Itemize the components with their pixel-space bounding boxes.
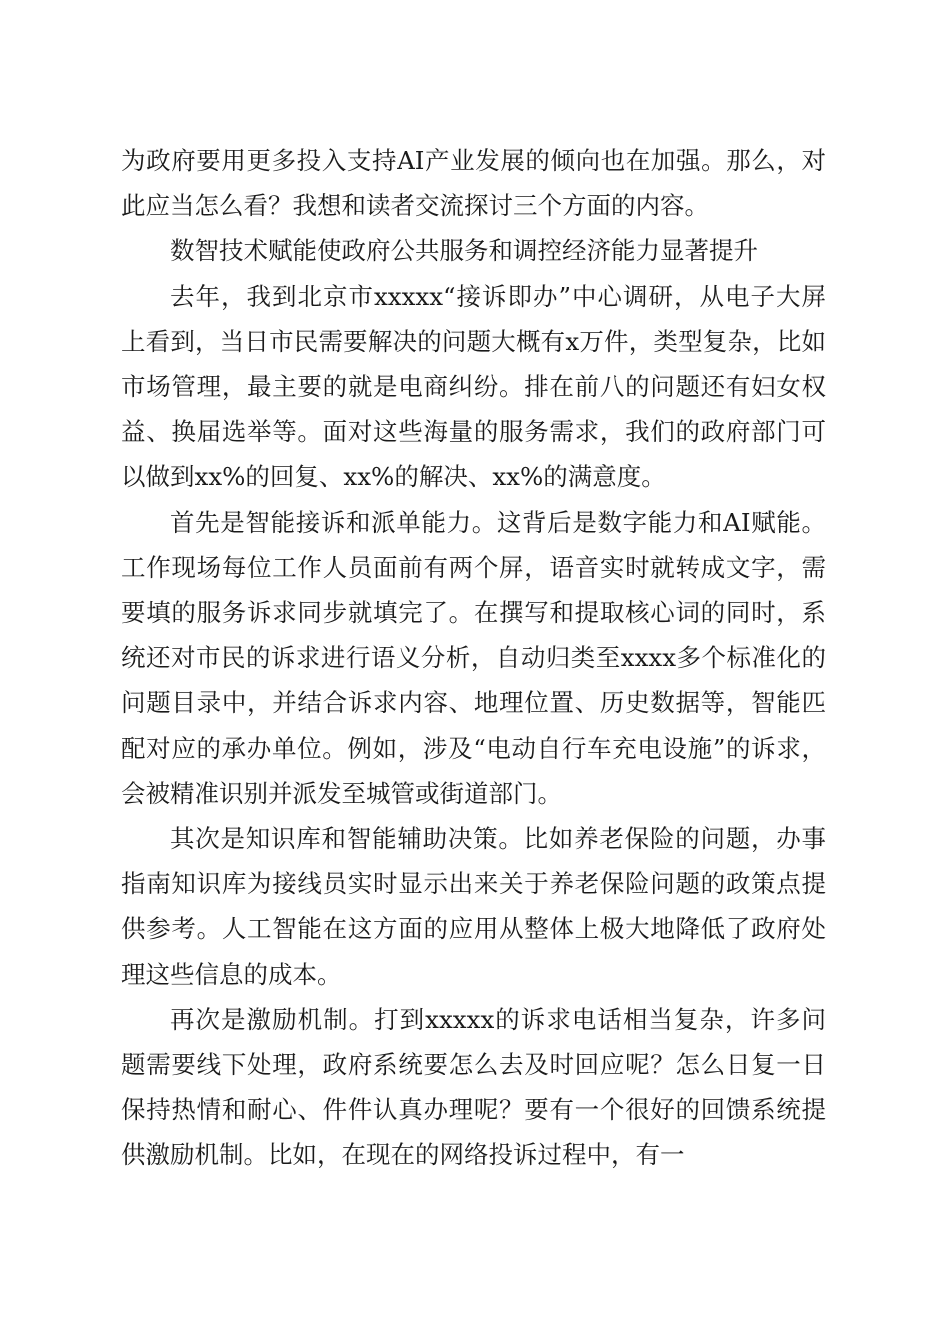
- paragraph-incentive-mechanism: 再次是激励机制。打到xxxxx的诉求电话相当复杂，许多问题需要线下处理，政府系统要怎么去及时回应呢？怎么日复一日保持热情和耐心、件件认真办理呢？要有一个很好的回馈系统提供激励机制。比如，在现在的网络投诉过程中，有一: [121, 1004, 826, 1170]
- paragraph-smart-dispatch: 首先是智能接诉和派单能力。这背后是数字能力和AI赋能。工作现场每位工作人员面前有两个屏，语音实时就转成文字，需要填的服务诉求同步就填完了。在撰写和提取核心词的同时，系统还对市民的诉求进行语义分析，自动归类至xxxx多个标准化的问题目录中，并结合诉求内容、地理位置、历史数据等，智能匹配对应的承办单位。例如，涉及“电动自行车充电设施”的诉求，会被精准识别并派发至城管或街道部门。: [121, 507, 826, 808]
- paragraph-beijing-visit: 去年，我到北京市xxxxx“接诉即办”中心调研，从电子大屏上看到，当日市民需要解决的问题大概有x万件，类型复杂，比如市场管理，最主要的就是电商纠纷。排在前八的问题还有妇女权益、换届选举等。面对这些海量的服务需求，我们的政府部门可以做到xx%的回复、xx%的解决、xx%的满意度。: [121, 281, 826, 492]
- document-body: [121, 138, 826, 1178]
- section-subheading: 数智技术赋能使政府公共服务和调控经济能力显著提升: [170, 236, 758, 266]
- paragraph-continuation: 为政府要用更多投入支持AI产业发展的倾向也在加强。那么，对此应当怎么看？我想和读者交流探讨三个方面的内容。: [121, 146, 826, 221]
- paragraph-knowledge-base: 其次是知识库和智能辅助决策。比如养老保险的问题，办事指南知识库为接线员实时显示出来关于养老保险问题的政策点提供参考。人工智能在这方面的应用从整体上极大地降低了政府处理这些信息的成本。: [121, 824, 826, 989]
